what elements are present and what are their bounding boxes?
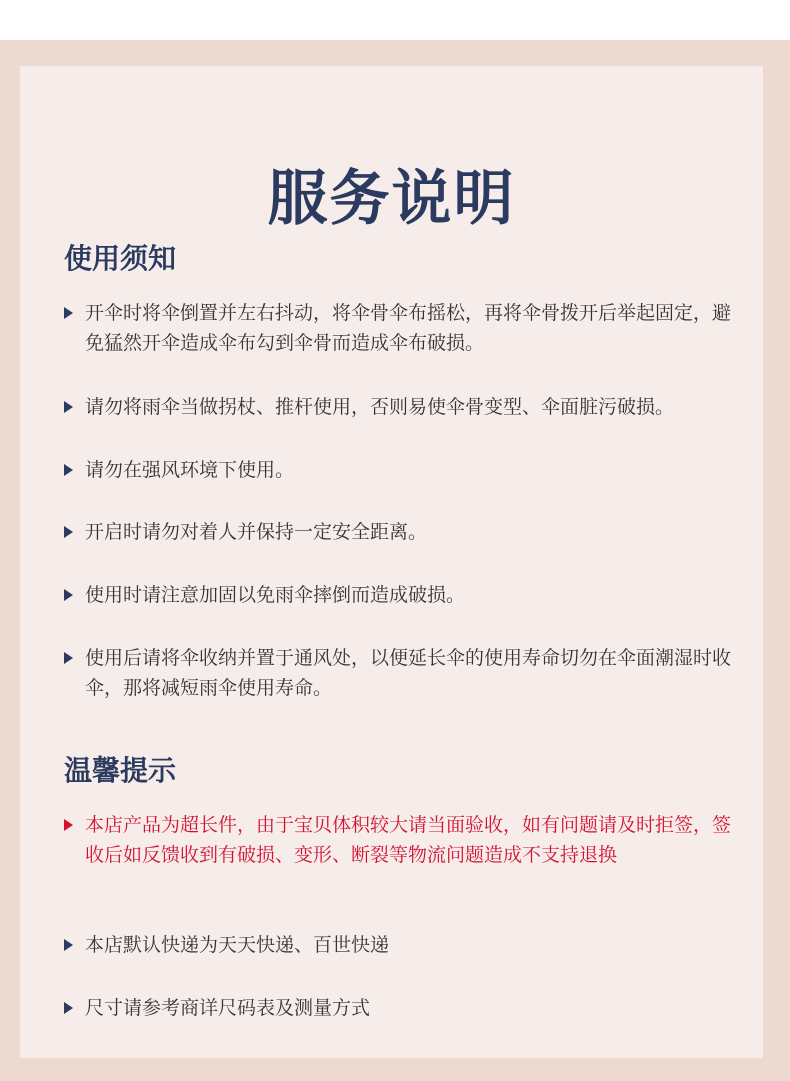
tips-item [64,993,744,1023]
triangle-right-icon [64,652,73,664]
usage-item-text: 请勿将雨伞当做拐杖、推杆使用，否则易使伞骨变型、伞面脏污破损。 [85,396,675,418]
usage-item [64,455,744,485]
triangle-right-icon [64,464,73,476]
page-title: 服务说明 [267,164,516,235]
usage-item-text: 使用后请将伞收纳并置于通风处，以便延长伞的使用寿命切勿在伞面潮湿时收伞，那将减短雨伞使用寿命。 [85,647,732,699]
usage-item [64,517,744,547]
triangle-right-icon [64,401,73,413]
usage-item-text: 开伞时将伞倒置并左右抖动，将伞骨伞布摇松，再将伞骨拨开后举起固定，避免猛然开伞造成伞布勾到伞骨而造成伞布破损。 [85,302,732,354]
triangle-right-icon [64,526,73,538]
tips-item-text: 尺寸请参考商详尺码表及测量方式 [85,997,371,1019]
usage-item-text: 使用时请注意加固以免雨伞摔倒而造成破损。 [85,584,466,606]
usage-item [64,392,744,422]
usage-heading: 使用须知 [64,242,177,275]
tips-item [64,930,744,960]
triangle-right-icon [64,1002,73,1014]
tips-section [64,754,744,1019]
tips-item [64,810,744,870]
usage-item [64,580,744,610]
tips-item-text: 本店默认快递为天天快递、百世快递 [85,934,390,956]
service-card [20,66,763,1058]
triangle-right-icon [64,307,73,319]
tips-item-text-highlight: 本店产品为超长件，由于宝贝体积较大请当面验收，如有问题请及时拒签，签收后如反馈收到有破损、变形、断裂等物流问题造成不支持退换 [85,814,732,866]
usage-section [64,242,744,699]
usage-item [64,298,744,358]
triangle-right-icon [64,589,73,601]
triangle-right-icon [64,939,73,951]
tips-heading: 温馨提示 [64,754,177,787]
usage-item-text: 请勿在强风环境下使用。 [85,459,295,481]
usage-item-text: 开启时请勿对着人并保持一定安全距离。 [85,521,428,543]
usage-item [64,643,744,703]
page-frame [0,40,790,1081]
triangle-right-icon [64,819,73,831]
